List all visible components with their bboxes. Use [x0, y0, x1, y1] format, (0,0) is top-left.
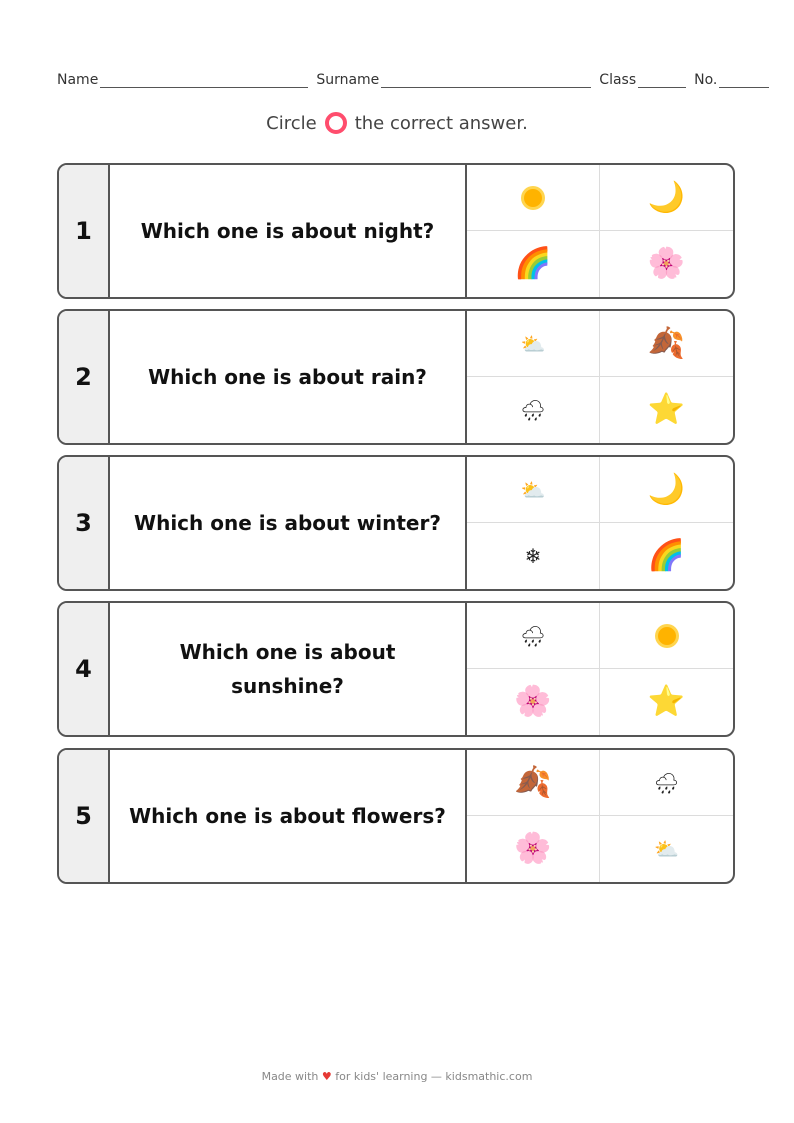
rainbow-icon: 🌈: [514, 246, 552, 281]
answer-option[interactable]: [467, 231, 600, 297]
instruction-before: Circle: [266, 112, 317, 134]
answer-option[interactable]: [467, 603, 600, 669]
rainbow-icon: 🌈: [647, 538, 686, 573]
number-blank[interactable]: [719, 73, 769, 88]
answer-option[interactable]: [600, 457, 733, 523]
rain-cloud-icon: 🌧: [520, 398, 546, 422]
answer-option[interactable]: [467, 377, 600, 443]
sun-behind-cloud-icon: ⛅: [520, 477, 546, 502]
answer-option[interactable]: [600, 165, 733, 231]
answer-option[interactable]: [467, 816, 600, 882]
name-label: Name: [57, 72, 99, 88]
answer-option[interactable]: [600, 750, 733, 816]
answer-grid: [467, 165, 733, 297]
cherry-blossom-icon: 🌸: [514, 831, 552, 866]
answer-grid: [467, 603, 733, 735]
question-text: Which one is about winter?: [110, 457, 467, 589]
sun-icon: [658, 627, 676, 645]
fallen-leaf-icon: 🍂: [514, 764, 552, 800]
question-text: Which one is about sunshine?: [110, 603, 467, 735]
circle-icon: [325, 112, 347, 134]
rain-cloud-icon: 🌧: [653, 770, 680, 795]
answer-option[interactable]: [467, 165, 600, 231]
question-card-5: [57, 748, 735, 884]
answer-option[interactable]: [600, 816, 733, 882]
number-label: No.: [694, 72, 718, 88]
question-number: 2: [59, 311, 110, 443]
cherry-blossom-icon: 🌸: [514, 684, 552, 719]
question-card-4: [57, 601, 735, 737]
answer-option[interactable]: [600, 231, 733, 297]
surname-label: Surname: [316, 72, 380, 88]
cherry-blossom-icon: 🌸: [647, 246, 686, 281]
answer-option[interactable]: [600, 377, 733, 443]
question-card-2: [57, 309, 735, 445]
question-text: Which one is about rain?: [110, 311, 467, 443]
class-label: Class: [599, 72, 637, 88]
class-field[interactable]: [599, 72, 686, 88]
instruction-after: the correct answer.: [354, 112, 528, 134]
fallen-leaf-icon: 🍂: [647, 325, 686, 361]
footer-before: Made with: [261, 1070, 319, 1083]
answer-option[interactable]: [600, 311, 733, 377]
answer-option[interactable]: [600, 603, 733, 669]
number-field[interactable]: [694, 72, 769, 88]
answer-option[interactable]: [600, 669, 733, 735]
class-blank[interactable]: [638, 73, 686, 88]
answer-option[interactable]: [600, 523, 733, 589]
question-card-3: [57, 455, 735, 591]
rain-cloud-icon: 🌧: [520, 623, 546, 648]
crescent-moon-icon: 🌙: [647, 179, 686, 215]
star-icon: ⭐: [647, 684, 686, 719]
name-blank[interactable]: [100, 73, 308, 88]
heart-icon: ♥: [321, 1070, 332, 1083]
instruction: [0, 112, 794, 134]
student-info-line: [57, 68, 773, 88]
question-number: 1: [59, 165, 110, 297]
answer-option[interactable]: [467, 457, 600, 523]
sun-behind-cloud-icon: ⛅: [520, 331, 546, 356]
answer-option[interactable]: [467, 750, 600, 816]
name-field[interactable]: [57, 72, 308, 88]
question-card-1: [57, 163, 735, 299]
question-text: Which one is about flowers?: [110, 750, 467, 882]
question-text: Which one is about night?: [110, 165, 467, 297]
answer-option[interactable]: [467, 311, 600, 377]
surname-blank[interactable]: [381, 73, 591, 88]
answer-grid: [467, 750, 733, 882]
answer-option[interactable]: [467, 523, 600, 589]
question-number: 3: [59, 457, 110, 589]
footer-after: for kids' learning — kidsmathic.com: [335, 1070, 533, 1083]
answer-option[interactable]: [467, 669, 600, 735]
footer: [0, 1070, 794, 1083]
answer-grid: [467, 311, 733, 443]
snowflake-icon: ❄: [524, 544, 542, 568]
answer-grid: [467, 457, 733, 589]
sun-behind-cloud-icon: ⛅: [654, 837, 679, 861]
crescent-moon-icon: 🌙: [647, 471, 686, 507]
question-number: 5: [59, 750, 110, 882]
question-number: 4: [59, 603, 110, 735]
surname-field[interactable]: [316, 72, 591, 88]
sun-icon: [524, 189, 542, 207]
star-icon: ⭐: [647, 392, 686, 427]
